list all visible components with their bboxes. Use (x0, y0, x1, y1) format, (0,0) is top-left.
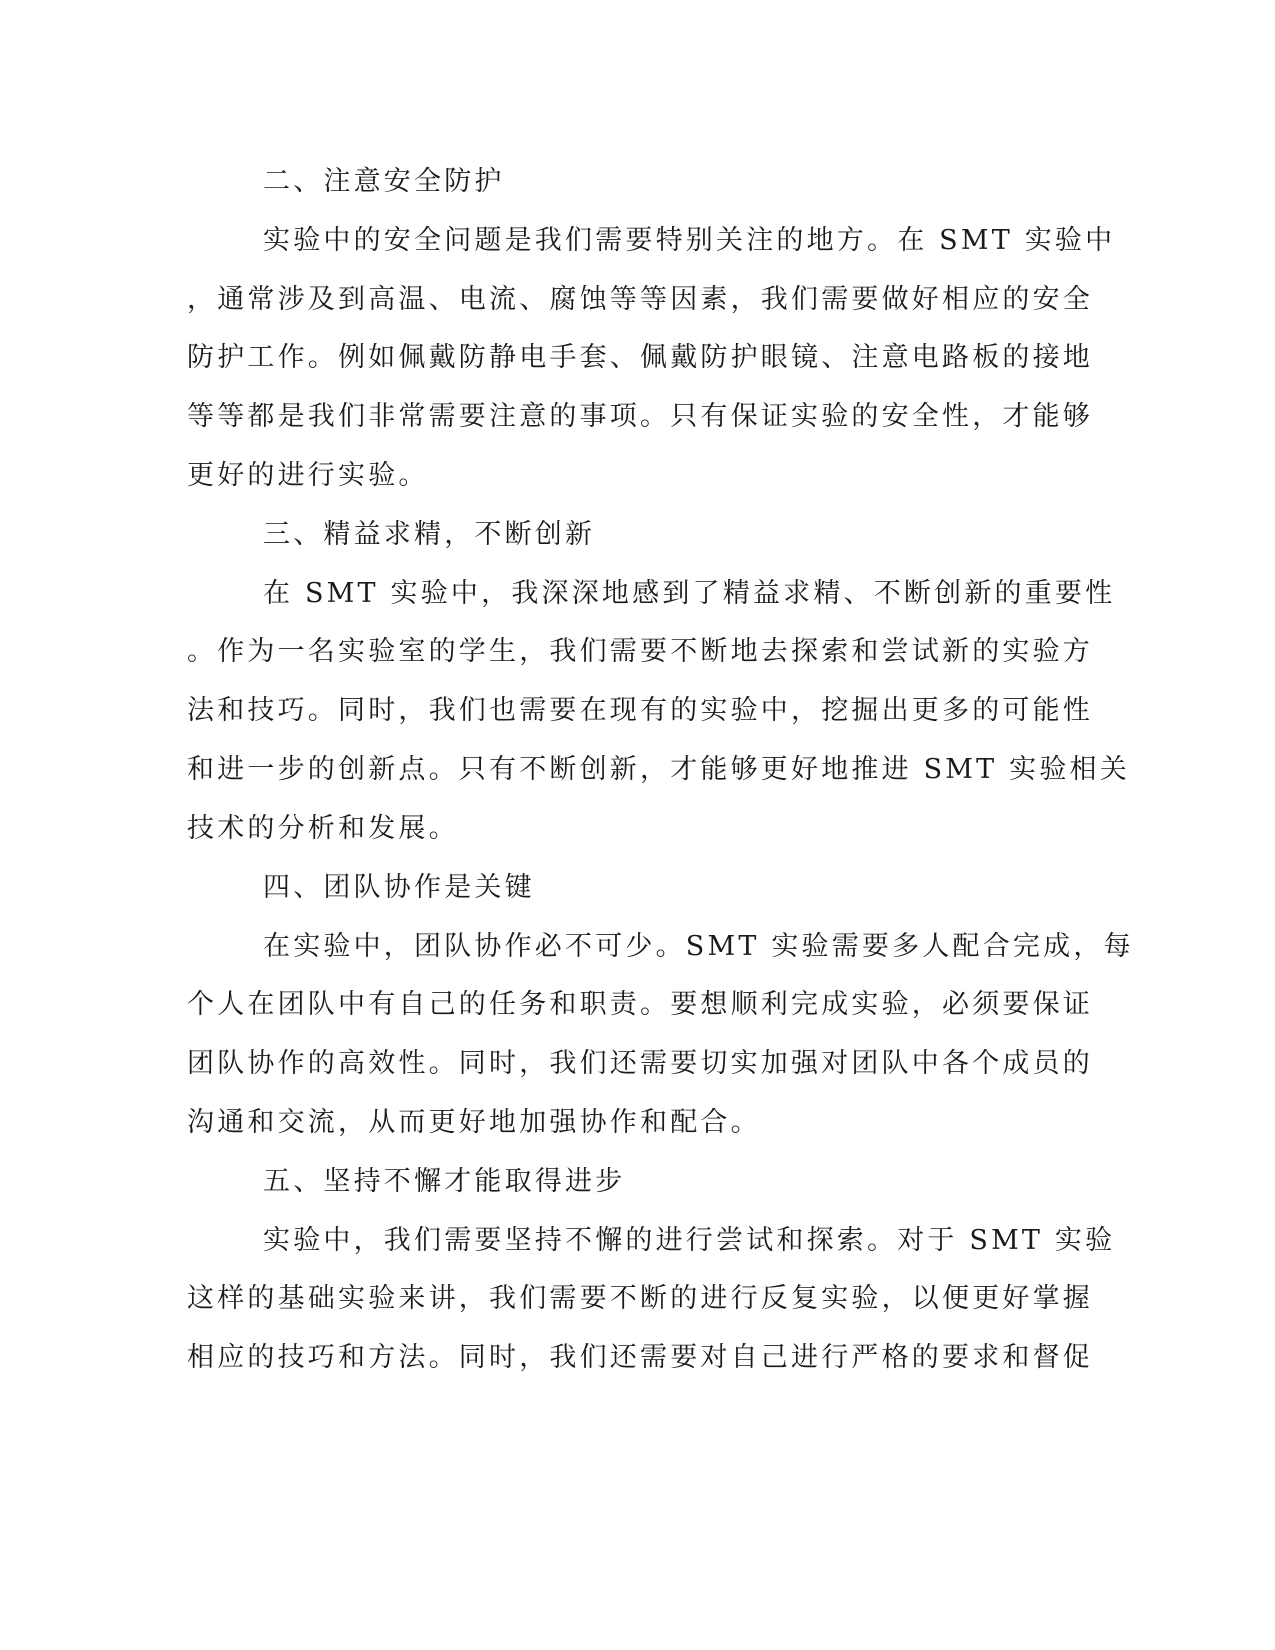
paragraph-line: 沟通和交流，从而更好地加强协作和配合。 (187, 1107, 761, 1138)
section-heading: 二、注意安全防护 (263, 166, 505, 197)
paragraph-line: 技术的分析和发展。 (187, 813, 459, 844)
paragraph-line: 和进一步的创新点。只有不断创新，才能够更好地推进 SMT 实验相关 (187, 754, 1130, 785)
paragraph-line: ，通常涉及到高温、电流、腐蚀等等因素，我们需要做好相应的安全 (187, 284, 1093, 315)
section-heading: 五、坚持不懈才能取得进步 (263, 1166, 626, 1197)
section-heading: 四、团队协作是关键 (263, 872, 535, 903)
paragraph-line: 实验中的安全问题是我们需要特别关注的地方。在 SMT 实验中 (263, 225, 1116, 256)
paragraph-line: 法和技巧。同时，我们也需要在现有的实验中，挖掘出更多的可能性 (187, 695, 1093, 726)
paragraph-line: 更好的进行实验。 (187, 460, 429, 491)
paragraph-line: 在实验中，团队协作必不可少。SMT 实验需要多人配合完成，每 (263, 931, 1134, 962)
paragraph-line: 实验中，我们需要坚持不懈的进行尝试和探索。对于 SMT 实验 (263, 1225, 1116, 1256)
paragraph-line: 防护工作。例如佩戴防静电手套、佩戴防护眼镜、注意电路板的接地 (187, 342, 1093, 373)
section-heading: 三、精益求精，不断创新 (263, 519, 596, 550)
paragraph-line: 这样的基础实验来讲，我们需要不断的进行反复实验，以便更好掌握 (187, 1283, 1093, 1314)
paragraph-line: 等等都是我们非常需要注意的事项。只有保证实验的安全性，才能够 (187, 401, 1093, 432)
paragraph-line: 在 SMT 实验中，我深深地感到了精益求精、不断创新的重要性 (263, 578, 1116, 609)
paragraph-line: 团队协作的高效性。同时，我们还需要切实加强对团队中各个成员的 (187, 1048, 1093, 1079)
paragraph-line: 。作为一名实验室的学生，我们需要不断地去探索和尝试新的实验方 (187, 636, 1093, 667)
paragraph-line: 个人在团队中有自己的任务和职责。要想顺利完成实验，必须要保证 (187, 989, 1093, 1020)
paragraph-line: 相应的技巧和方法。同时，我们还需要对自己进行严格的要求和督促 (187, 1342, 1093, 1373)
